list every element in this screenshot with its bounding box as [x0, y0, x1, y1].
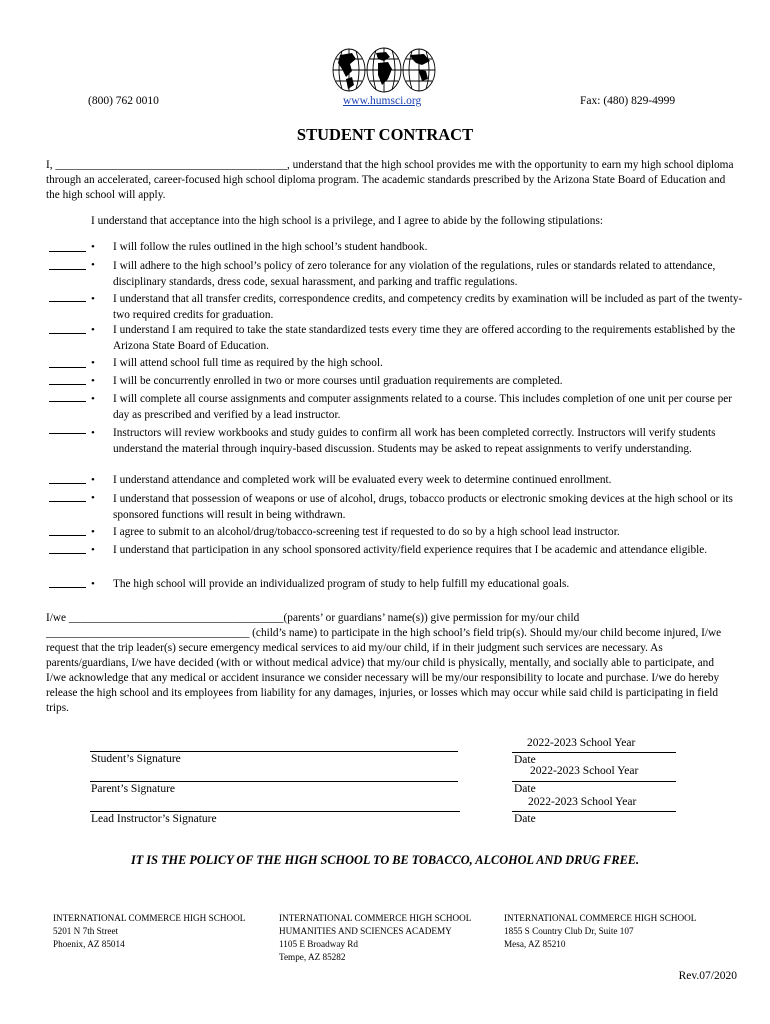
bullet: • [91, 474, 95, 486]
parent-signature-label: Parent’s Signature [91, 783, 175, 795]
initial-blank-1[interactable] [49, 251, 86, 252]
bullet: • [91, 427, 95, 439]
instructor-signature-line[interactable] [90, 811, 460, 812]
bullet: • [91, 357, 95, 369]
bullet: • [91, 375, 95, 387]
stipulations-lead-in: I understand that acceptance into the high school is a privilege, and I agree to abide by the following stipulations: [91, 215, 603, 227]
stipulation-11: I agree to submit to an alcohol/drug/tobacco-screening test if requested to do so by a high school lead instructor. [113, 526, 620, 538]
student-signature-line[interactable] [90, 751, 458, 752]
stipulation-8: Instructors will review workbooks and study guides to confirm all work has been completed correctly. Instructors will verify students understand the material through inquiry-based discussion. Students may be asked to repeat assignments to verify understanding. [113, 427, 716, 455]
initial-blank-6[interactable] [49, 384, 86, 385]
initial-blank-8[interactable] [49, 433, 86, 434]
revision-date: Rev.07/2020 [678, 970, 737, 982]
address-line: INTERNATIONAL COMMERCE HIGH SCHOOL [279, 913, 472, 923]
initial-blank-4[interactable] [49, 333, 86, 334]
address-line: HUMANITIES AND SCIENCES ACADEMY [279, 926, 452, 936]
bullet: • [91, 578, 95, 590]
address-line: INTERNATIONAL COMMERCE HIGH SCHOOL [504, 913, 697, 923]
initial-blank-7[interactable] [49, 401, 86, 402]
stipulation-6: I will be concurrently enrolled in two or more courses until graduation requirements are completed. [113, 375, 563, 387]
initial-blank-9[interactable] [49, 483, 86, 484]
bullet: • [91, 526, 95, 538]
student-date-line[interactable] [512, 752, 676, 753]
page-title: STUDENT CONTRACT [296, 125, 474, 144]
bullet: • [91, 492, 95, 504]
address-line: Tempe, AZ 85282 [279, 952, 346, 962]
initial-blank-12[interactable] [49, 553, 86, 554]
instructor-date-line[interactable] [512, 811, 676, 812]
student-signature-label: Student’s Signature [91, 753, 181, 765]
stipulation-7: I will complete all course assignments and computer assignments related to a course. This includes completion of one unit per course per day as prescribed and verified by a lead instructor. [113, 393, 733, 421]
address-line: INTERNATIONAL COMMERCE HIGH SCHOOL [53, 913, 246, 923]
initial-blank-10[interactable] [49, 501, 86, 502]
address-line: 5201 N 7th Street [53, 926, 119, 936]
bullet: • [91, 324, 95, 336]
address-line: 1105 E Broadway Rd [279, 939, 359, 949]
parent-permission-paragraph: I/we ______________________________________(parents’ or guardians’ name(s)) give permission for my/our child ____________________________________ (child’s name) to participate in the high school’s field trip(s). Should my/our child become injured, I/we request that the trip leader(s) secure emergency medical services to aid my/our child, if in their judgment such services are necessary. As parents/guardians, I/we have decided (with or without medical advice) that my/our child is physically, mentally, and socially able to participate, and I/we acknowledge that any medical or accident insurance we consider necessary will be my/our responsibility to locate and purchase. I/we do hereby release the high school and its employees from liability for any damages, injuries, or losses which may occur while said child is participating in field trips. [46, 612, 722, 714]
header-phone: (800) 762 0010 [88, 95, 159, 107]
stipulation-9: I understand attendance and completed work will be evaluated every week to determine continued enrollment. [113, 474, 612, 486]
stipulation-10: I understand that possession of weapons or use of alcohol, drugs, tobacco products or electronic smoking devices at the high school or its sponsored functions will result in being withdrawn. [113, 493, 733, 521]
address-mesa [504, 912, 696, 951]
header-website-link[interactable]: www.humsci.org [343, 95, 422, 107]
address-line: Phoenix, AZ 85014 [53, 939, 125, 949]
bullet: • [91, 544, 95, 556]
instructor-signature-label: Lead Instructor’s Signature [91, 813, 217, 825]
stipulation-12: I understand that participation in any school sponsored activity/field experience requires that I be academic and attendance eligible. [113, 544, 708, 556]
parent-date-line[interactable] [512, 781, 676, 782]
address-line: 1855 S Country Club Dr, Suite 107 [504, 926, 634, 936]
stipulation-3: I understand that all transfer credits, correspondence credits, and competency credits by examination will be included as part of the twenty-two required credits for graduation. [113, 293, 743, 321]
initial-blank-3[interactable] [49, 301, 86, 302]
instructor-date-label: Date [514, 813, 536, 825]
initial-blank-13[interactable] [49, 587, 86, 588]
initial-blank-5[interactable] [49, 367, 86, 368]
globe-logo-icon [332, 47, 436, 93]
stipulation-1: I will follow the rules outlined in the high school’s student handbook. [113, 241, 428, 253]
policy-statement: IT IS THE POLICY OF THE HIGH SCHOOL TO BE TOBACCO, ALCOHOL AND DRUG FREE. [130, 853, 640, 867]
address-phoenix [53, 912, 245, 951]
address-tempe [279, 912, 471, 964]
stipulation-4: I understand I am required to take the state standardized tests every time they are offered according to the requirements established by the Arizona State Board of Education. [113, 324, 736, 352]
bullet: • [91, 259, 95, 271]
student-school-year: 2022-2023 School Year [527, 737, 636, 749]
parent-school-year: 2022-2023 School Year [530, 765, 639, 777]
intro-paragraph: I, _________________________________________, understand that the high school provides me with the opportunity to earn my high school diploma through an accelerated, career-focused high school diploma program. The academic standards prescribed by the Arizona State Board of Education and the high school will apply. [46, 159, 734, 201]
parent-signature-line[interactable] [90, 781, 458, 782]
parent-date-label: Date [514, 783, 536, 795]
bullet: • [91, 393, 95, 405]
initial-blank-11[interactable] [49, 535, 86, 536]
address-line: Mesa, AZ 85210 [504, 939, 566, 949]
stipulation-13: The high school will provide an individualized program of study to help fulfill my educational goals. [113, 578, 570, 590]
student-date-label: Date [514, 754, 536, 766]
stipulation-2: I will adhere to the high school’s policy of zero tolerance for any violation of the regulations, rules or standards related to attendance, disciplinary standards, dress code, sexual harassment, and parking and traffic regulations. [113, 260, 716, 288]
initial-blank-2[interactable] [49, 269, 86, 270]
bullet: • [91, 293, 95, 305]
bullet: • [91, 241, 95, 253]
stipulation-5: I will attend school full time as required by the high school. [113, 357, 383, 369]
header-fax: Fax: (480) 829-4999 [580, 95, 676, 107]
instructor-school-year: 2022-2023 School Year [528, 796, 637, 808]
